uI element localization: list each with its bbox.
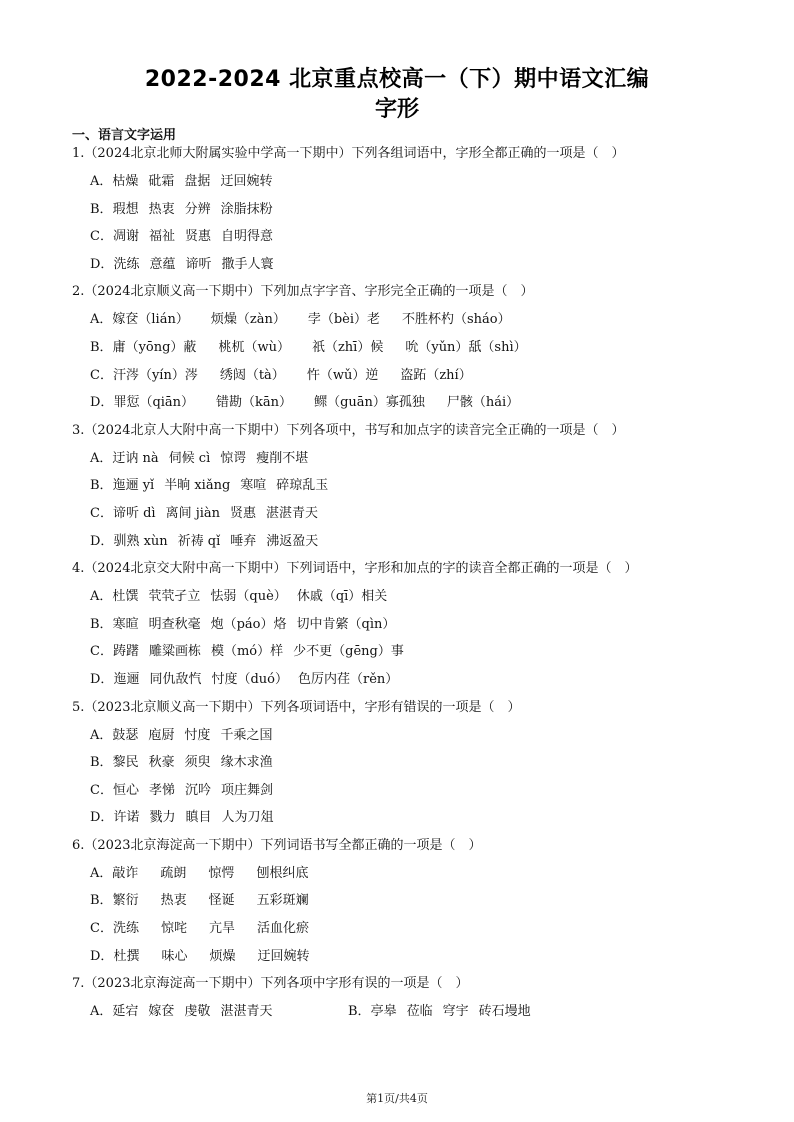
option-word: 惊愕 [208, 865, 235, 881]
option-word: 瘦削不堪 [256, 450, 309, 466]
option-word: 切中肯綮（qìn） [296, 616, 396, 632]
option-word: 鳏（guān）寡孤独 [314, 395, 425, 411]
option-label: C． [90, 229, 113, 245]
page-number: 第1页/共4页 [366, 1092, 428, 1105]
option-label: A． [90, 174, 113, 189]
option-label: D． [90, 395, 114, 411]
option-word: 分辨 [184, 201, 211, 217]
option-word: 贤惠 [230, 505, 257, 521]
option-word: 少不更（gēng）事 [293, 644, 404, 660]
question-stem: 5.（2023北京顺义高一下期中）下列各项词语中，字形有错误的一项是（ ） [72, 699, 521, 715]
option-word: 自明得意 [221, 229, 274, 245]
option-word: 沉吟 [184, 782, 211, 798]
option-word: 黎民 [112, 755, 139, 771]
option-word: 缘木求渔 [220, 755, 273, 771]
option-row [72, 472, 732, 500]
option-row [72, 860, 732, 888]
option-row [72, 749, 732, 777]
option-word: 谛听 dì [112, 505, 156, 521]
option-word: 庖厨 [148, 727, 175, 743]
option-label: C． [90, 921, 113, 937]
question-stem: 1.（2024北京北师大附属实验中学高一下期中）下列各组词语中，字形全都正确的一项是（ ） [72, 146, 625, 161]
option-label: C． [90, 644, 113, 660]
option-word: 瞋目 [185, 810, 212, 826]
option-word: 明查秋毫 [148, 616, 201, 632]
option-word: 涂脂抹粉 [220, 201, 273, 217]
option-word: 湛湛青天 [266, 505, 319, 521]
option-word: 杜馔 [112, 589, 139, 605]
question-stem: 6.（2023北京海淀高一下期中）下列词语书写全都正确的一项是（ ） [72, 837, 482, 853]
option-row [72, 445, 732, 473]
option-word: 五彩斑斓 [256, 893, 309, 909]
option-word: 休戚（qī）相关 [296, 589, 388, 605]
option-word: 炮（páo）烙 [210, 616, 287, 632]
option-word: 踌躇 [112, 644, 139, 660]
option-word: 延宕 [112, 1004, 139, 1020]
option-label: B． [90, 755, 113, 771]
option-word: 绣闼（tà） [219, 367, 285, 383]
option-word: 洗练 [113, 256, 140, 272]
option-label: B． [90, 201, 113, 217]
option-word: 鼓瑟 [112, 727, 139, 743]
option-word: 罪愆（qiān） [113, 395, 195, 411]
option-label: A． [90, 727, 113, 743]
option-word: 戮力 [149, 810, 176, 826]
option-word: 不胜杯杓（sháo） [402, 312, 511, 328]
option-word: 迂回婉转 [257, 948, 310, 964]
option-row [72, 638, 732, 666]
option-label: A． [90, 589, 113, 605]
option-label: B． [90, 339, 113, 355]
option-label: D． [90, 533, 114, 549]
question-stem: 4.（2024北京交大附中高一下期中）下列词语中，字形和加点的字的读音全都正确的一项是（ ） [72, 561, 638, 577]
option-word: 孝悌 [148, 782, 175, 798]
option-word: 忖度 [184, 727, 211, 743]
option-a [90, 998, 348, 1026]
option-word: 秋豪 [148, 755, 175, 771]
option-word: 沸返盈天 [266, 533, 319, 549]
option-word: 桃杌（wù） [218, 339, 290, 355]
option-row [72, 583, 732, 611]
option-word: 项庄舞剑 [221, 782, 274, 798]
option-word: 刨根纠底 [256, 865, 309, 881]
option-word: 烦燥 [209, 948, 236, 964]
option-row [72, 251, 732, 279]
option-label: B． [348, 1004, 371, 1020]
option-row [72, 915, 732, 943]
option-word: 色厉内荏（rěn） [298, 671, 399, 687]
option-word: 撒手人寰 [221, 256, 274, 272]
option-word: 敲诈 [112, 865, 139, 881]
option-row [72, 777, 732, 805]
option-word: 亭皋 [370, 1004, 397, 1020]
option-row [72, 389, 732, 417]
option-word: 须臾 [184, 755, 211, 771]
option-word: 活血化瘀 [257, 921, 310, 937]
option-word: 茕茕孑立 [148, 589, 201, 605]
option-word: 味心 [161, 948, 188, 964]
option-row [72, 168, 732, 196]
option-word: 半晌 xiǎng [164, 478, 231, 494]
option-row [72, 334, 732, 362]
option-word: 汗涔（yín）涔 [112, 367, 198, 383]
option-word: 凋谢 [112, 229, 139, 245]
option-row [72, 887, 732, 915]
option-word: 盘据 [184, 174, 211, 189]
option-word: 烦燥（zàn） [210, 312, 286, 328]
option-word: 迤逦 [113, 671, 140, 687]
option-label: B． [90, 478, 113, 494]
option-label: A． [90, 1004, 113, 1020]
option-word: 伺候 cì [168, 450, 211, 466]
option-word: 怪诞 [208, 893, 235, 909]
option-word: 盗跖（zhí） [400, 367, 472, 383]
option-row [72, 804, 732, 832]
option-label: B． [90, 616, 113, 632]
option-label: A． [90, 450, 113, 466]
option-word: 忤（wǔ）逆 [306, 367, 379, 383]
option-b [348, 1004, 541, 1019]
option-word: 意蕴 [149, 256, 176, 272]
option-word: 贤惠 [184, 229, 211, 245]
option-row [72, 998, 732, 1026]
option-word: 砖石墁地 [478, 1004, 531, 1020]
option-word: 穹宇 [442, 1004, 469, 1020]
option-word: 怯弱（què） [210, 589, 287, 605]
option-word: 枯燥 [112, 174, 139, 189]
option-label: D． [90, 256, 114, 272]
option-word: 恒心 [112, 782, 139, 798]
option-word: 洗练 [112, 921, 139, 937]
document-subtitle: 字形 [374, 97, 419, 122]
option-word: 吮（yǔn）舐（shì） [405, 339, 527, 355]
option-label: C． [90, 367, 113, 383]
option-word: 惊咤 [160, 921, 187, 937]
option-word: 忖度（duó） [211, 671, 288, 687]
option-word: 迤逦 yǐ [112, 478, 155, 494]
option-label: B． [90, 893, 113, 909]
question-stem: 7.（2023北京海淀高一下期中）下列各项中字形有误的一项是（ ） [72, 976, 469, 992]
option-word: 砒霜 [148, 174, 175, 189]
option-label: A． [90, 312, 113, 328]
option-row [72, 722, 732, 750]
option-word: 虔敬 [184, 1004, 211, 1020]
option-label: D． [90, 810, 114, 826]
option-label: A． [90, 865, 113, 881]
option-row [72, 362, 732, 390]
option-word: 唾弃 [230, 533, 257, 549]
question-stem: 2.（2024北京顺义高一下期中）下列加点字字音、字形完全正确的一项是（ ） [72, 284, 534, 300]
option-word: 迂回婉转 [220, 174, 273, 189]
option-word: 疏朗 [160, 865, 187, 881]
option-word: 离间 jiàn [165, 505, 221, 521]
option-word: 繁衍 [112, 893, 139, 909]
option-word: 杜撰 [113, 948, 140, 964]
option-word: 错勘（kān） [216, 395, 293, 411]
option-word: 热衷 [148, 201, 175, 217]
question-stem: 3.（2024北京人大附中高一下期中）下列各项中，书写和加点字的读音完全正确的一项是（ ） [72, 422, 625, 438]
option-row [72, 666, 732, 694]
option-word: 湛湛青天 [220, 1004, 273, 1020]
document-title: 2022-2024 北京重点校高一（下）期中语文汇编 [144, 67, 650, 92]
option-word: 莅临 [406, 1004, 433, 1020]
option-row [72, 611, 732, 639]
option-row [72, 306, 732, 334]
option-word: 嫁奁（lián） [112, 312, 189, 328]
option-word: 亢旱 [208, 921, 235, 937]
option-label: D． [90, 948, 114, 964]
option-label: C． [90, 782, 113, 798]
option-word: 千乘之国 [220, 727, 273, 743]
option-row [72, 528, 732, 556]
option-word: 福祉 [148, 229, 175, 245]
option-word: 雕粱画栋 [148, 644, 201, 660]
section-heading: 一、语言文字运用 [72, 128, 177, 143]
question-list [72, 140, 732, 1026]
option-word: 祈祷 qǐ [177, 533, 221, 549]
option-word: 碎琼乱玉 [276, 478, 329, 494]
option-word: 瑕想 [112, 201, 139, 217]
option-row [72, 196, 732, 224]
option-row [72, 943, 732, 971]
option-word: 迂讷 nà [112, 450, 159, 466]
option-word: 寒喧 [240, 478, 267, 494]
option-word: 祇（zhī）候 [311, 339, 384, 355]
option-word: 许诺 [113, 810, 140, 826]
option-word: 人为刀俎 [221, 810, 274, 826]
option-word: 尸骸（hái） [446, 395, 520, 411]
option-word: 寒暄 [112, 616, 139, 632]
option-word: 模（mó）样 [210, 644, 284, 660]
option-row [72, 500, 732, 528]
option-word: 同仇敌忾 [149, 671, 202, 687]
option-row [72, 223, 732, 251]
option-word: 庸（yōng）蔽 [112, 339, 197, 355]
option-word: 谛听 [185, 256, 212, 272]
option-word: 孛（bèi）老 [307, 312, 381, 328]
option-label: D． [90, 671, 114, 687]
option-word: 惊谔 [220, 450, 247, 466]
option-word: 嫁奁 [148, 1004, 175, 1020]
option-word: 驯熟 xùn [113, 533, 168, 549]
option-word: 热衷 [160, 893, 187, 909]
option-label: C． [90, 505, 113, 521]
